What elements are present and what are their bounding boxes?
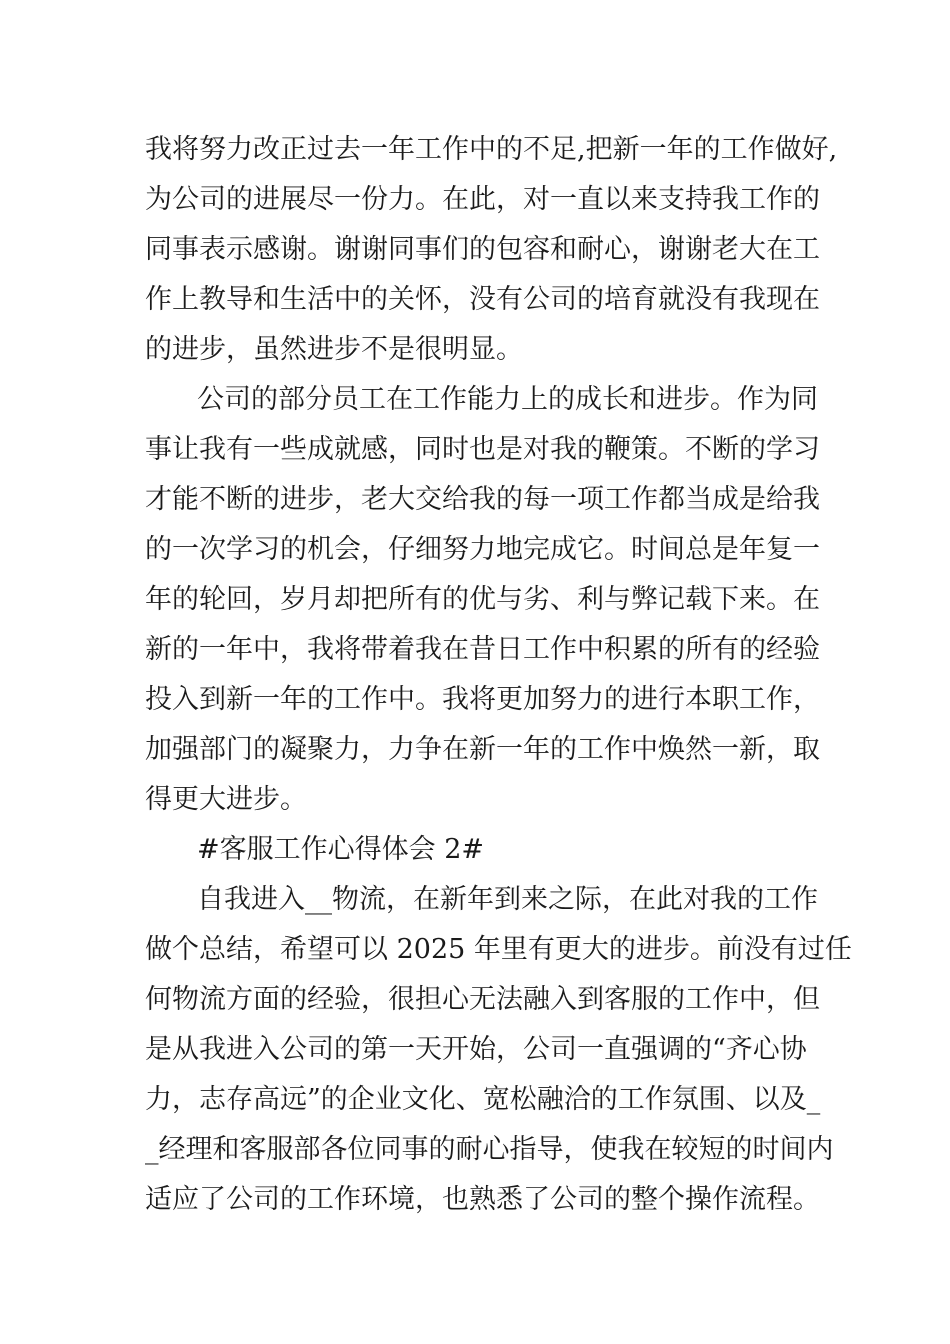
text-line: 新的一年中，我将带着我在昔日工作中积累的所有的经验 [145, 634, 820, 665]
text-line: 为公司的进展尽一份力。在此，对一直以来支持我工作的 [145, 184, 820, 215]
text-line: 得更大进步。 [145, 784, 307, 815]
text-line: 何物流方面的经验，很担心无法融入到客服的工作中，但 [145, 984, 820, 1015]
text-line: 的一次学习的机会，仔细努力地完成它。时间总是年复一 [145, 534, 820, 565]
text-line: 事让我有一些成就感，同时也是对我的鞭策。不断的学习 [145, 434, 820, 465]
text-line: 的进步，虽然进步不是很明显。 [145, 334, 523, 365]
text-line: _经理和客服部各位同事的耐心指导，使我在较短的时间内 [145, 1134, 834, 1165]
text-line: 作上教导和生活中的关怀，没有公司的培育就没有我现在 [145, 284, 820, 315]
text-line: 投入到新一年的工作中。我将更加努力的进行本职工作， [145, 684, 820, 715]
text-line: 才能不断的进步，老大交给我的每一项工作都当成是给我 [145, 484, 820, 515]
text-line: 做个总结，希望可以 2025 年里有更大的进步。前没有过任 [145, 934, 852, 965]
text-line: 公司的部分员工在工作能力上的成长和进步。作为同 [197, 384, 818, 415]
text-line: 同事表示感谢。谢谢同事们的包容和耐心，谢谢老大在工 [145, 234, 820, 265]
text-line: 年的轮回，岁月却把所有的优与劣、利与弊记载下来。在 [145, 584, 820, 615]
text-line: 力，志存高远”的企业文化、宽松融洽的工作氛围、以及_ [145, 1084, 821, 1115]
text-line: 我将努力改正过去一年工作中的不足,把新一年的工作做好, [145, 134, 838, 165]
text-line: 是从我进入公司的第一天开始，公司一直强调的“齐心协 [145, 1034, 807, 1065]
text-line: 加强部门的凝聚力，力争在新一年的工作中焕然一新，取 [145, 734, 820, 765]
text-line: 适应了公司的工作环境，也熟悉了公司的整个操作流程。 [145, 1184, 820, 1215]
section-heading: #客服工作心得体会 2# [197, 834, 485, 865]
text-line: 自我进入__物流，在新年到来之际，在此对我的工作 [197, 884, 818, 915]
